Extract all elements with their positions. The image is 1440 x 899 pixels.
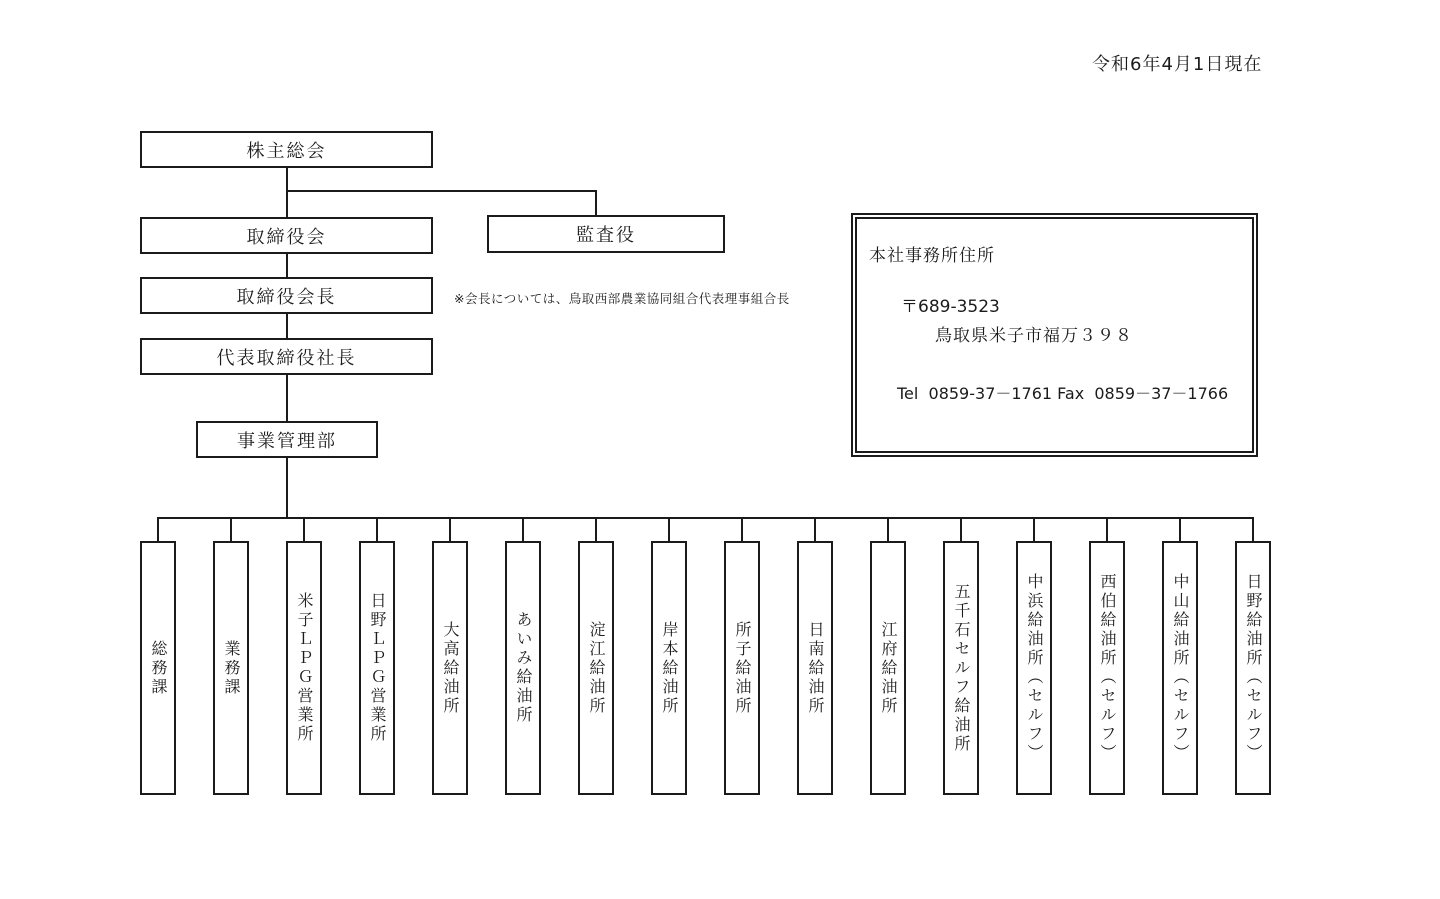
head-office-tel-fax: Tel 0859-37－1761 Fax 0859－37－1766 <box>897 384 1229 403</box>
chairman-label: 取締役会長 <box>236 286 337 308</box>
branch-label: 江府給油所 <box>879 620 898 716</box>
branch-box-otaka-station <box>432 541 468 795</box>
branch-label: 業務課 <box>222 639 241 697</box>
board-of-directors-label: 取締役会 <box>246 226 327 248</box>
branch-box-hino-station-self <box>1235 541 1271 795</box>
branch-label: 日南給油所 <box>806 620 825 716</box>
chairman-note: ※会長については、鳥取西部農業協同組合代表理事組合長 <box>454 291 790 306</box>
connector-drop-10 <box>814 517 816 541</box>
branch-box-saihaku-station-self <box>1089 541 1125 795</box>
connector-branch-to-auditor-vertical <box>595 190 597 215</box>
branch-box-nakayama-station-self <box>1162 541 1198 795</box>
head-office-title: 本社事務所住所 <box>869 246 995 266</box>
connector-drop-15 <box>1179 517 1181 541</box>
branch-box-nakahama-station-self <box>1016 541 1052 795</box>
connector-drop-8 <box>668 517 670 541</box>
connector-drop-6 <box>522 517 524 541</box>
head-office-address: 鳥取県米子市福万３９８ <box>935 326 1133 346</box>
connector-president-to-dept <box>286 375 288 421</box>
head-office-info-inner-border <box>855 217 1254 453</box>
as-of-date-label: 令和6年4月1日現在 <box>1092 54 1263 75</box>
president-box <box>140 338 433 375</box>
branch-box-kofu-station <box>870 541 906 795</box>
connector-drop-7 <box>595 517 597 541</box>
connector-drop-13 <box>1033 517 1035 541</box>
connector-branches-bus <box>157 517 1254 519</box>
connector-drop-1 <box>157 517 159 541</box>
connector-drop-3 <box>303 517 305 541</box>
branch-box-hino-lpg <box>359 541 395 795</box>
branch-label: 米子ＬＰＧ営業所 <box>295 592 314 744</box>
connector-drop-11 <box>887 517 889 541</box>
management-department-label: 事業管理部 <box>237 430 337 452</box>
head-office-postal-code: 〒689-3523 <box>901 297 1000 317</box>
branch-label: 大高給油所 <box>441 620 460 716</box>
branch-box-kishimoto-station <box>651 541 687 795</box>
branch-label: 日野給油所（セルフ） <box>1244 573 1263 763</box>
head-office-info-box <box>851 213 1258 457</box>
auditor-label: 監査役 <box>576 225 636 246</box>
branch-label: 総務課 <box>149 639 168 697</box>
branch-box-shoji-station <box>724 541 760 795</box>
management-department-box <box>196 421 378 458</box>
branch-label: 中浜給油所（セルフ） <box>1025 573 1044 763</box>
branch-label: あいみ給油所 <box>514 611 533 725</box>
connector-drop-9 <box>741 517 743 541</box>
president-label: 代表取締役社長 <box>216 347 357 369</box>
shareholders-meeting-label: 株主総会 <box>246 140 327 162</box>
branch-box-general-affairs <box>140 541 176 795</box>
branch-label: 所子給油所 <box>733 620 752 716</box>
connector-drop-14 <box>1106 517 1108 541</box>
branch-label: 淀江給油所 <box>587 620 606 716</box>
connector-drop-5 <box>449 517 451 541</box>
connector-board-to-chairman <box>286 254 288 277</box>
chairman-box <box>140 277 433 314</box>
shareholders-meeting-box <box>140 131 433 168</box>
auditor-box <box>487 215 725 253</box>
connector-drop-12 <box>960 517 962 541</box>
connector-dept-to-bus <box>286 458 288 517</box>
connector-drop-4 <box>376 517 378 541</box>
connector-chairman-to-president <box>286 314 288 338</box>
branch-box-operations <box>213 541 249 795</box>
branch-label: 中山給油所（セルフ） <box>1171 573 1190 763</box>
branch-label: 日野ＬＰＧ営業所 <box>368 592 387 744</box>
branch-box-yonago-lpg <box>286 541 322 795</box>
branch-box-nichinan-station <box>797 541 833 795</box>
branch-box-aimi-station <box>505 541 541 795</box>
connector-drop-16 <box>1252 517 1254 541</box>
branch-label: 五千石セルフ給油所 <box>952 582 971 754</box>
branch-box-gosengoku-self-station <box>943 541 979 795</box>
branch-box-yodoe-station <box>578 541 614 795</box>
connector-branch-to-auditor-horizontal <box>286 190 597 192</box>
connector-drop-2 <box>230 517 232 541</box>
board-of-directors-box <box>140 217 433 254</box>
branch-label: 岸本給油所 <box>660 620 679 716</box>
branch-label: 西伯給油所（セルフ） <box>1098 573 1117 763</box>
connector-shareholders-to-board <box>286 168 288 217</box>
